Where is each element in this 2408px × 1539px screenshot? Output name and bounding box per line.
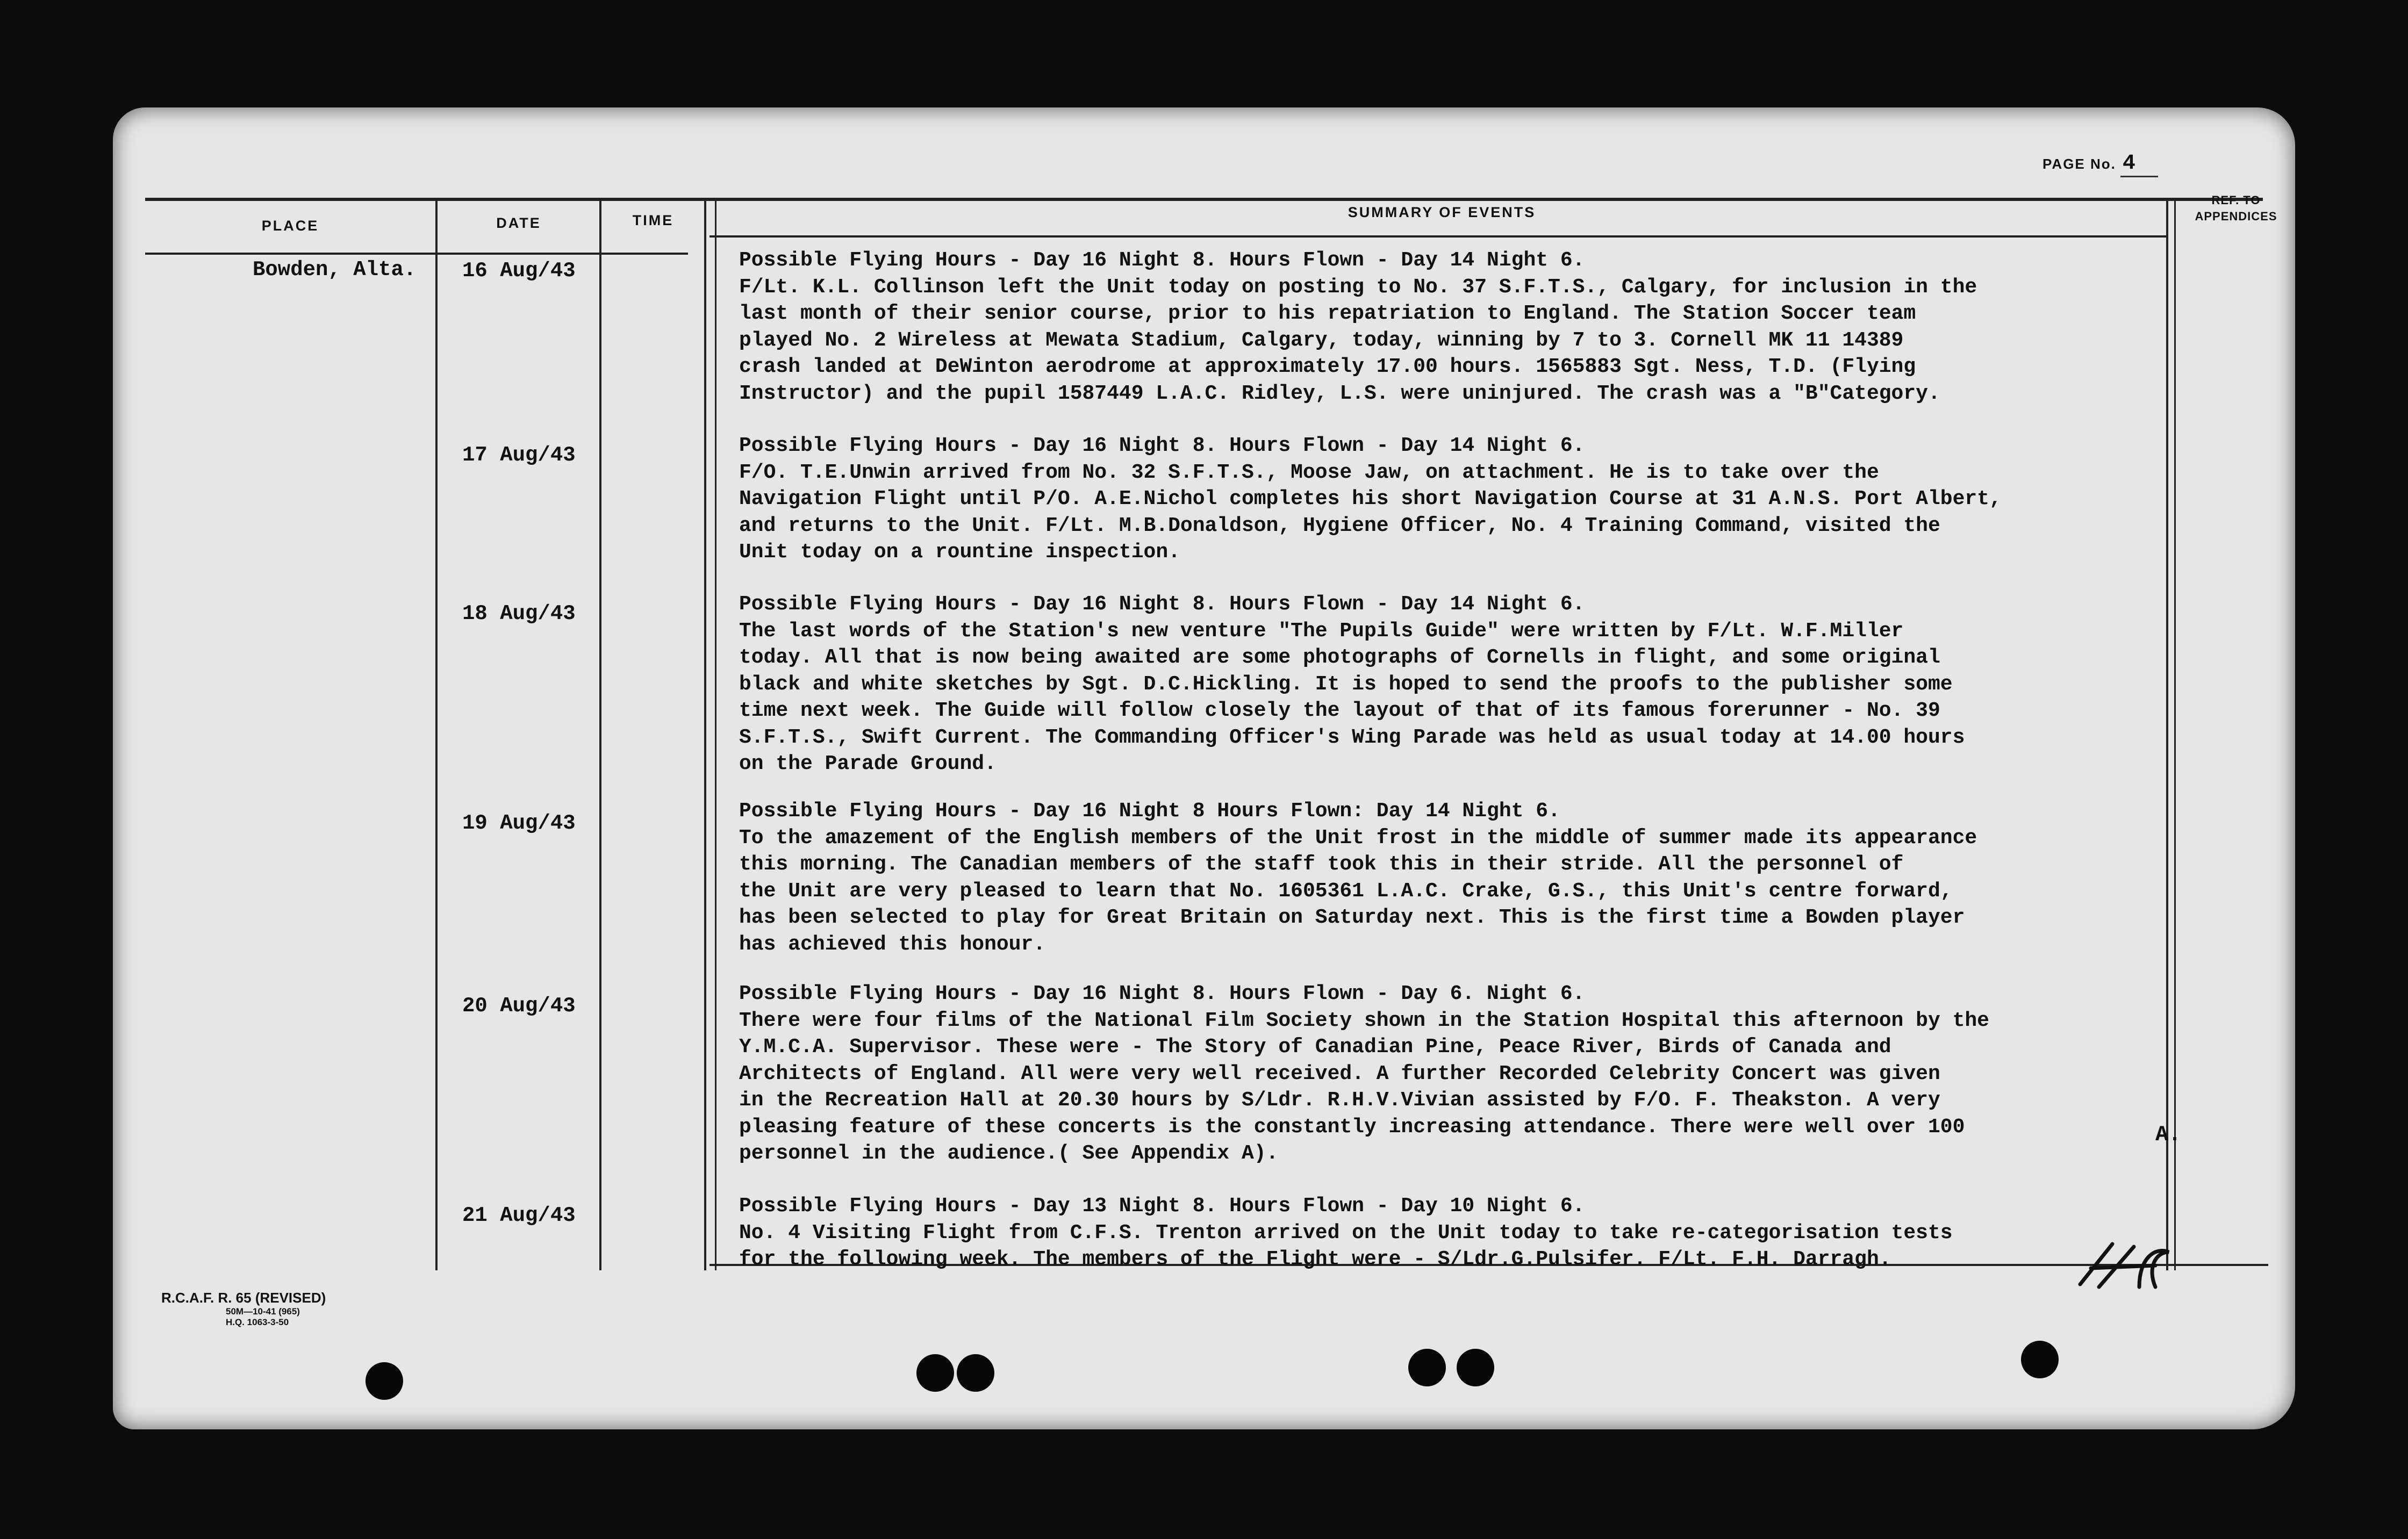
entry-line: played No. 2 Wireless at Mewata Stadium, Calgary, today, winning by 7 to 3. Cornell MK 11 14389 [739, 328, 1904, 352]
entry-text [739, 247, 2212, 407]
entry-line: Possible Flying Hours - Day 16 Night 8. Hours Flown - Day 14 Night 6. [739, 434, 1585, 457]
entry-line: Possible Flying Hours - Day 13 Night 8. Hours Flown - Day 10 Night 6. [739, 1195, 1585, 1218]
document-sheet [113, 107, 2295, 1429]
entry-date: 16 Aug/43 [462, 259, 576, 283]
entry-line: There were four films of the National Film Society shown in the Station Hospital this afternoon by the [739, 1009, 1989, 1032]
entry-line: Y.M.C.A. Supervisor. These were - The Story of Canadian Pine, Peace River, Birds of Canada and [739, 1035, 1891, 1059]
entry-text [739, 981, 2212, 1167]
entry-line: the Unit are very pleased to learn that No. 1605361 L.A.C. Crake, G.S., this Unit's centre forward, [739, 879, 1953, 903]
entry-line: The last words of the Station's new venture "The Pupils Guide" were written by F/Lt. W.F.Miller [739, 619, 1904, 643]
entry-text [739, 591, 2212, 778]
entry-line: on the Parade Ground. [739, 752, 997, 775]
entry-line: has achieved this honour. [739, 932, 1046, 956]
column-header-time: TIME [632, 212, 674, 228]
binder-hole [1408, 1349, 1446, 1386]
entry-line: this morning. The Canadian members of the staff took this in their stride. All the personnel of [739, 853, 1904, 876]
column-header-summary: SUMMARY OF EVENTS [1348, 204, 1536, 220]
page-number-value: 4 [2120, 152, 2158, 177]
binder-hole [366, 1362, 403, 1400]
entry-line: Unit today on a rountine inspection. [739, 541, 1180, 564]
entry-line: black and white sketches by Sgt. D.C.Hickling. It is hoped to send the proofs to the publisher some [739, 672, 1953, 696]
entry-line: time next week. The Guide will follow closely the layout of that of its famous forerunner - No. 39 [739, 699, 1940, 722]
entry-line: F/O. T.E.Unwin arrived from No. 32 S.F.T.S., Moose Jaw, on attachment. He is to take over the [739, 461, 1879, 484]
entry-line: Possible Flying Hours - Day 16 Night 8. Hours Flown - Day 6. Night 6. [739, 982, 1585, 1005]
binder-hole [957, 1354, 994, 1392]
entry-date: 18 Aug/43 [462, 602, 576, 625]
summary-header-rule [710, 235, 2166, 238]
column-header-place: PLACE [261, 218, 319, 234]
column-divider-time [704, 201, 706, 1270]
entry-text [739, 433, 2212, 566]
column-divider-place [435, 201, 438, 1270]
entry-line: Architects of England. All were very well received. A further Recorded Celebrity Concert was given [739, 1062, 1940, 1085]
entry-line: No. 4 Visiting Flight from C.F.S. Trenton arrived on the Unit today to take re-categorisation tests [739, 1221, 1953, 1245]
entry-date: 21 Aug/43 [462, 1204, 576, 1227]
entry-text [739, 1193, 2212, 1273]
page-number-label: PAGE No. [2042, 156, 2116, 172]
entry-line: Instructor) and the pupil 1587449 L.A.C. Ridley, L.S. were uninjured. The crash was a "B"Category. [739, 382, 1940, 405]
entry-line: Possible Flying Hours - Day 16 Night 8 Hours Flown: Day 14 Night 6. [739, 800, 1560, 823]
entry-line: last month of their senior course, prior to his repatriation to England. The Station Soccer team [739, 302, 1916, 325]
binder-hole [916, 1354, 954, 1392]
column-header-ref-line2: APPENDICES [2195, 210, 2277, 223]
entry-line: crash landed at DeWinton aerodrome at approximately 17.00 hours. 1565883 Sgt. Ness, T.D. (Flying [739, 355, 1916, 378]
entry-date: 20 Aug/43 [462, 994, 576, 1018]
entry-line: To the amazement of the English members of the Unit frost in the middle of summer made its appearance [739, 826, 1977, 850]
column-divider-time-inner [715, 201, 716, 1270]
form-identification [161, 1290, 326, 1328]
page-number [2042, 152, 2158, 176]
binder-hole [1457, 1349, 1494, 1386]
entry-date: 17 Aug/43 [462, 443, 576, 467]
entry-line: Possible Flying Hours - Day 16 Night 8. Hours Flown - Day 14 Night 6. [739, 593, 1585, 616]
entry-line: for the following week. The members of the Flight were - S/Ldr.G.Pulsifer. F/Lt. F.H. Darragh. [739, 1248, 1891, 1271]
top-rule [145, 198, 2263, 201]
place-value: Bowden, Alta. [253, 258, 417, 282]
form-print-line: 50M—10-41 (965) [226, 1306, 300, 1317]
entry-line: and returns to the Unit. F/Lt. M.B.Donaldson, Hygiene Officer, No. 4 Training Command, visited the [739, 514, 1940, 537]
column-header-date: DATE [496, 215, 541, 231]
entry-line: in the Recreation Hall at 20.30 hours by S/Ldr. R.H.V.Vivian assisted by F/O. F. Theakston. A very [739, 1089, 1940, 1112]
entry-date: 19 Aug/43 [462, 811, 576, 835]
initials-signature [2075, 1236, 2182, 1295]
entry-text [739, 798, 2212, 958]
column-divider-date [599, 201, 601, 1270]
entry-line: F/Lt. K.L. Collinson left the Unit today on posting to No. 37 S.F.T.S., Calgary, for inclusion in the [739, 275, 1977, 299]
form-hq-line: H.Q. 1063-3-50 [226, 1317, 289, 1327]
entry-line: has been selected to play for Great Britain on Saturday next. This is the first time a Bowden player [739, 906, 1965, 929]
entry-line: S.F.T.S., Swift Current. The Commanding Officer's Wing Parade was held as usual today at 14.00 hours [739, 725, 1965, 749]
entry-line: Navigation Flight until P/O. A.E.Nichol completes his short Navigation Course at 31 A.N.S. Port Albert, [739, 487, 2002, 510]
binder-hole [2021, 1341, 2059, 1378]
entry-line: today. All that is now being awaited are some photographs of Cornells in flight, and some original [739, 646, 1940, 669]
column-header-ref-line1: REF. TO [2211, 193, 2261, 207]
header-rule [145, 253, 688, 255]
entry-line: pleasing feature of these concerts is the constantly increasing attendance. There were well over 100 [739, 1115, 1965, 1139]
entry-line: personnel in the audience.( See Appendix A). [739, 1142, 1279, 1165]
form-number: R.C.A.F. R. 65 (REVISED) [161, 1290, 326, 1306]
entry-line: Possible Flying Hours - Day 16 Night 8. Hours Flown - Day 14 Night 6. [739, 249, 1585, 272]
appendix-reference: A. [2155, 1123, 2182, 1147]
